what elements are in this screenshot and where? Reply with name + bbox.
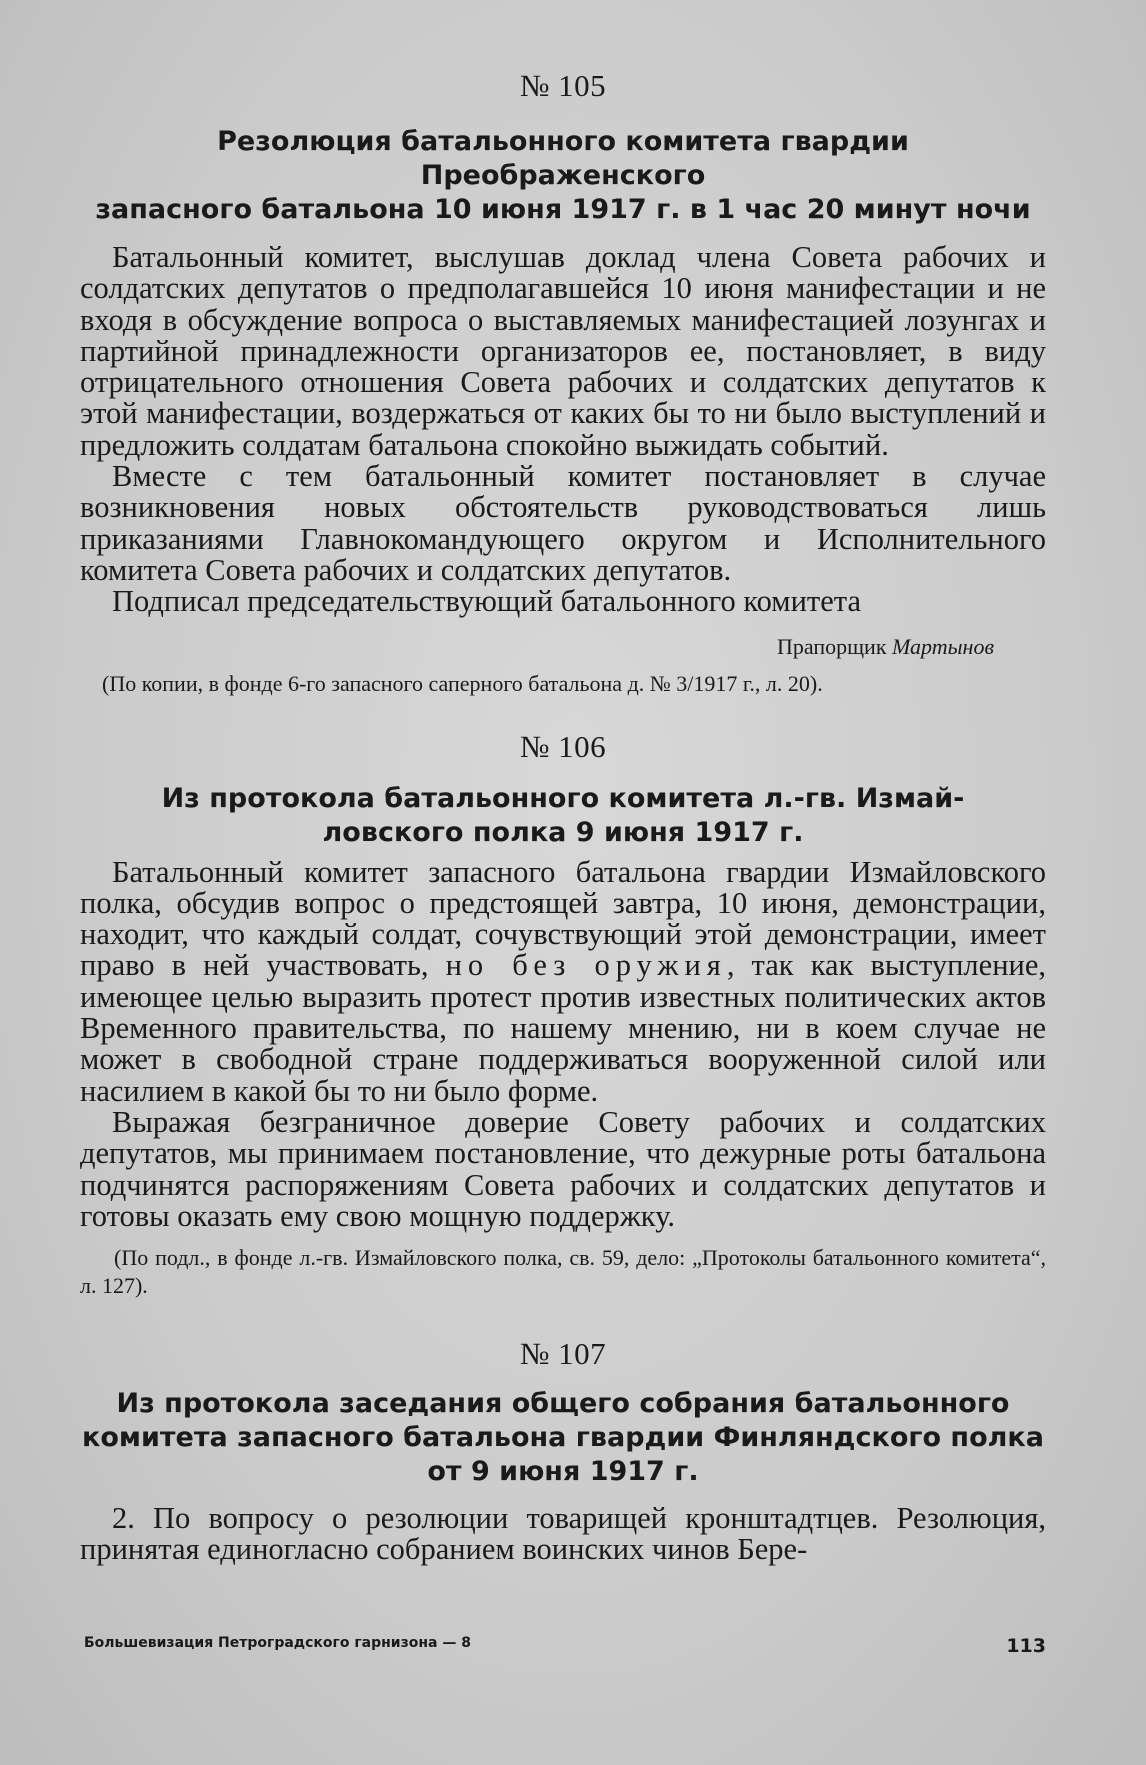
doc-105-number: № 105	[519, 68, 607, 103]
page-footer	[84, 1635, 1046, 1657]
signature-rank: Прапорщик	[776, 633, 887, 659]
page-number: 113	[1006, 1635, 1046, 1657]
doc-106-title	[80, 782, 1046, 850]
doc-105-title-line-1: Резолюция батальонного комитета гвардии Преображенского	[217, 126, 909, 191]
doc-107-title-line-3: от 9 июня 1917 г.	[427, 1456, 699, 1488]
doc-106-paragraph-1	[80, 854, 1046, 1108]
doc-105-paragraph-3: Подписал председательствующий батальонного комитета	[112, 584, 862, 619]
doc-107-title-line-2: комитета запасного батальона гвардии Финляндского полка	[82, 1422, 1044, 1454]
doc-106-p1-emphasis: но без оружия	[445, 948, 727, 983]
doc-105-title	[80, 125, 1046, 227]
doc-106-p1-after: , так как выступление, имеющее целью выразить протест против известных политических актов Временного правительства, по нашему мнению, ни в коем случае не может в свободной стране поддерживаться вооруженной силой или насилием в какой бы то ни было форме.	[80, 948, 1046, 1108]
doc-105-paragraph-2: Вместе с тем батальонный комитет постановляет в случае возникновения новых обстоятельств руководствоваться лишь приказаниями Главнокомандующего округом и Исполнительного комитета Совета рабочих и солдатских депутатов.	[80, 459, 1046, 587]
doc-107-title-line-1: Из протокола заседания общего собрания батальонного	[116, 1388, 1010, 1420]
doc-106-title-line-2: ловского полка 9 июня 1917 г.	[322, 816, 804, 848]
doc-106-source: (По подл., в фонде л.-гв. Измайловского полка, св. 59, дело: „Протоколы батальонного комитета“, л. 127).	[80, 1245, 1046, 1299]
footer-signature-mark: Большевизация Петроградского гарнизона — 8	[84, 1635, 471, 1651]
doc-106-number: № 106	[519, 728, 607, 764]
doc-105-title-line-2: запасного батальона 10 июня 1917 г. в 1 час 20 минут ночи	[95, 194, 1031, 225]
text-column	[80, 70, 1046, 1566]
doc-105-paragraph-1: Батальонный комитет, выслушав доклад члена Совета рабочих и солдатских депутатов о предполагавшейся 10 июня манифестации и не входя в обсуждение вопроса о выставляемых манифестацией лозунгах и партийной принадлежности организаторов ее, постановляет, в виду отрицательного отношения Совета рабочих и солдатских депутатов к этой манифестации, воздержаться от каких бы то ни было выступлений и предложить солдатам батальона спокойно выжидать событий.	[80, 240, 1046, 462]
doc-106-p1-before: Батальонный комитет запасного батальона гвардии Измайловского полка, обсудив вопрос о предстоящей завтра, 10 июня, демонстрации, находит, что каждый солдат, сочувствующий этой демонстрации, имеет право в ней участвовать,	[80, 854, 1046, 983]
doc-107-title	[80, 1387, 1046, 1489]
doc-107-number: № 107	[519, 1336, 607, 1372]
doc-105-signature	[80, 634, 1046, 660]
signature-name: Мартынов	[892, 633, 994, 659]
doc-106-paragraph-2: Выражая безграничное доверие Совету рабочих и солдатских депутатов, мы принимаем постановление, что дежурные роты батальона подчинятся распоряжениям Совета рабочих и солдатских депутатов и готовы оказать ему свою мощную поддержку.	[80, 1104, 1046, 1233]
doc-105-source: (По копии, в фонде 6-го запасного саперного батальона д. № 3/1917 г., л. 20).	[102, 670, 823, 696]
doc-106-title-line-1: Из протокола батальонного комитета л.-гв. Измай-	[161, 782, 965, 814]
doc-107-paragraph-1: 2. По вопросу о резолюции товарищей кронштадтцев. Резолюция, принятая единогласно собранием воинских чинов Бере-	[80, 1501, 1046, 1567]
